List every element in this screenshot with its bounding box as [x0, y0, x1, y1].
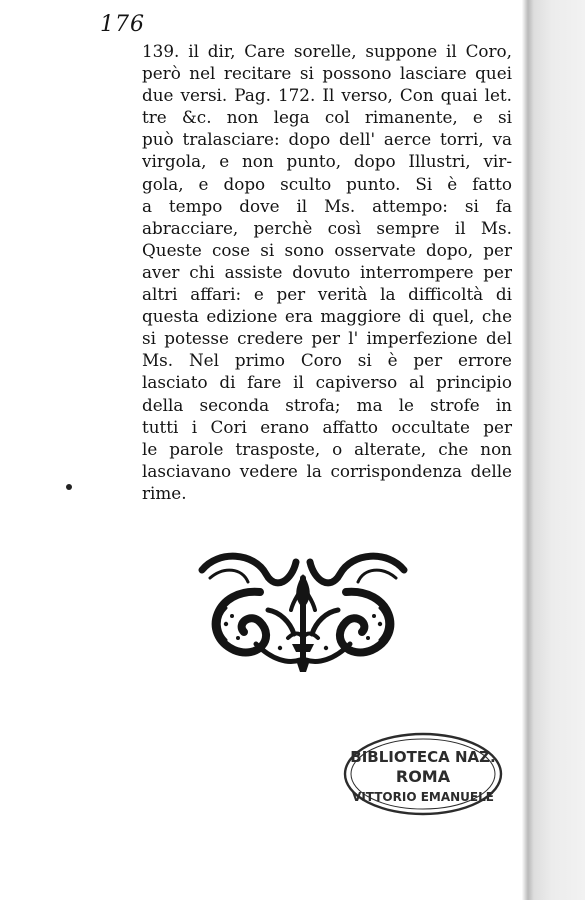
stamp-line-3: VITTORIO EMANUELE — [352, 790, 494, 804]
text-line: lasciavano vedere la corrispondenza delle — [142, 460, 512, 481]
text-line: 139. il dir, Care sorelle, suppone il Coro, — [142, 41, 512, 61]
stamp-line-1: BIBLIOTECA NAZ. — [350, 748, 496, 766]
page-edge-shadow — [522, 0, 585, 900]
acanthus-fleuron-icon — [196, 548, 410, 682]
text-line: abracciare, perchè così sempre il Ms. — [142, 217, 512, 238]
page-number: 176 — [100, 12, 145, 37]
text-line: si potesse credere per l' imperfezione del — [142, 328, 512, 349]
text-line: Queste cose si sono osservate dopo, per — [142, 239, 512, 260]
library-stamp — [340, 728, 506, 824]
text-line: Ms. Nel primo Coro si è per errore — [142, 350, 512, 371]
text-line: rime. — [142, 482, 187, 503]
text-line: tre &c. non lega col rimanente, e si — [142, 107, 512, 128]
text-line: della seconda strofa; ma le strofe in — [142, 394, 512, 415]
body-text — [142, 40, 512, 504]
text-line: lasciato di fare il capiverso al principio — [142, 372, 512, 393]
text-line: tutti i Cori erano affatto occultate per — [142, 416, 512, 437]
text-line: le parole trasposte, o alterate, che non — [142, 438, 512, 459]
stamp-line-2: ROMA — [395, 767, 451, 786]
text-line: virgola, e non punto, dopo Illustri, vir- — [142, 151, 512, 172]
text-line: a tempo dove il Ms. attempo: si fa — [142, 195, 512, 216]
text-line: questa edizione era maggiore di quel, che — [142, 306, 512, 327]
text-line: due versi. Pag. 172. Il verso, Con quai let. — [142, 85, 512, 106]
ink-dot — [66, 484, 72, 490]
text-line: aver chi assiste dovuto interrompere per — [142, 261, 512, 282]
text-line: altri affari: e per verità la difficoltà di — [142, 284, 512, 305]
text-line: gola, e dopo sculto punto. Si è fatto — [142, 173, 512, 194]
text-line: però nel recitare si possono lasciare quei — [142, 63, 512, 84]
text-line: può tralasciare: dopo dell' aerce torri, va — [142, 129, 512, 150]
